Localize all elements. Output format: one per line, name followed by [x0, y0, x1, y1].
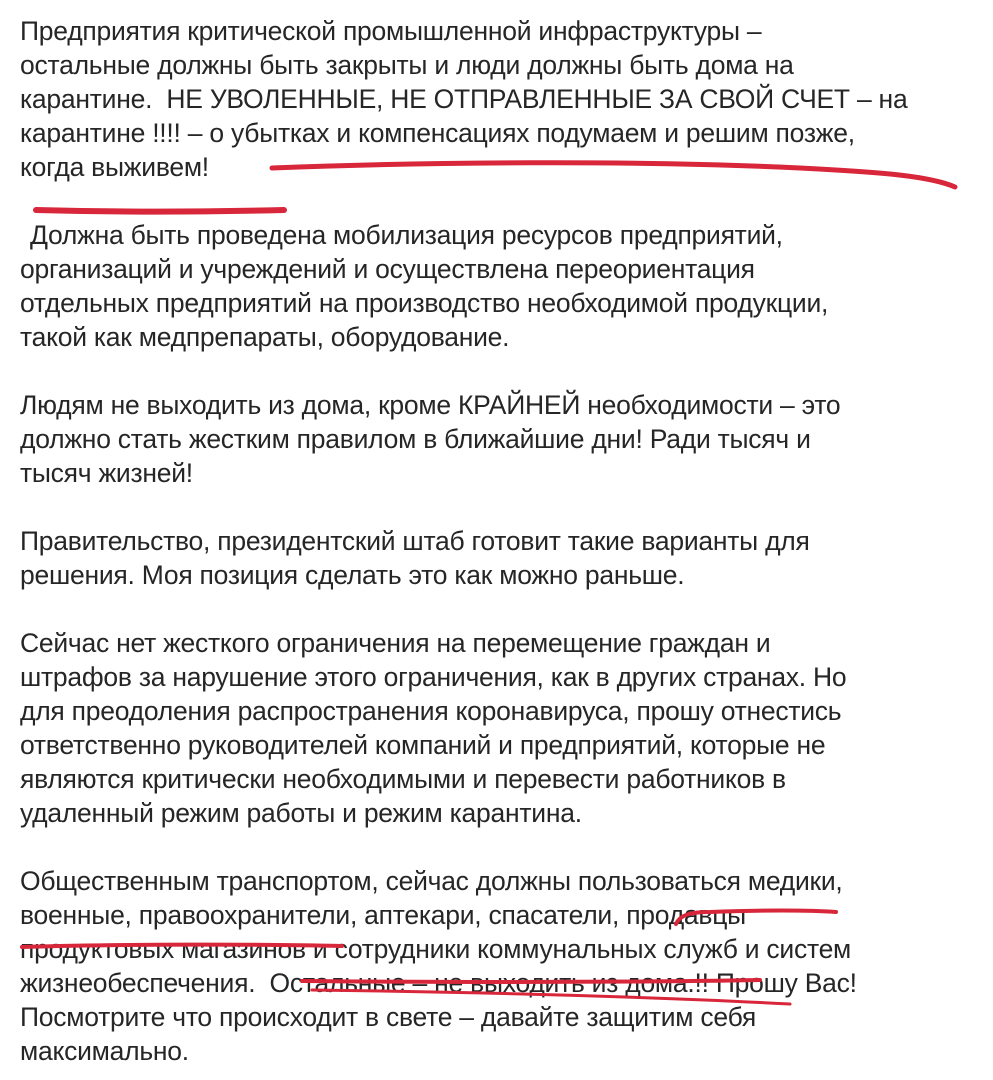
- paragraph-6: [20, 864, 975, 1068]
- text-line: карантине !!!! – о убытках и компенсациях подумаем и решим позже,: [20, 118, 855, 148]
- paragraph-2: [20, 218, 975, 252]
- text-line: когда выживем!: [20, 152, 209, 182]
- paragraph-spacer: [20, 490, 975, 524]
- paragraph-spacer: [20, 354, 975, 388]
- text-line: Людям не выходить из дома, кроме КРАЙНЕЙ необходимости – это: [20, 390, 841, 420]
- text-line: карантине. НЕ УВОЛЕННЫЕ, НЕ ОТПРАВЛЕННЫЕ ЗА СВОЙ СЧЕТ – на: [20, 84, 908, 114]
- text-line: Сейчас нет жесткого ограничения на перемещение граждан и: [20, 628, 771, 658]
- text-line: удаленный режим работы и режим карантина.: [20, 798, 582, 828]
- paragraph-4: [20, 524, 975, 592]
- text-line: Общественным транспортом, сейчас должны пользоваться медики,: [20, 866, 843, 896]
- text-line: должно стать жестким правилом в ближайшие дни! Ради тысяч и: [20, 424, 811, 454]
- text-line: Правительство, президентский штаб готовит такие варианты для: [20, 526, 810, 556]
- text-line: продуктовых магазинов и сотрудники коммунальных служб и систем: [20, 934, 852, 964]
- text-line: военные, правоохранители, аптекари, спасатели, продавцы: [20, 900, 746, 930]
- text-line: Должна быть проведена мобилизация ресурсов предприятий,: [30, 220, 783, 250]
- text-line: Посмотрите что происходит в свете – давайте защитим себя: [20, 1002, 757, 1032]
- text-line: тысяч жизней!: [20, 458, 193, 488]
- text-line: жизнеобеспечения. Остальные – не выходить из дома.!! Прошу Вас!: [20, 968, 857, 998]
- text-line: такой как медпрепараты, оборудование.: [20, 322, 510, 352]
- document-text: [20, 14, 975, 1068]
- text-line: штрафов за нарушение этого ограничения, как в других странах. Но: [20, 662, 847, 692]
- text-line: организаций и учреждений и осуществлена переориентация: [20, 254, 755, 284]
- paragraph-1: [20, 14, 975, 184]
- text-line: отдельных предприятий на производство необходимой продукции,: [20, 288, 829, 318]
- text-line: Предприятия критической промышленной инфраструктуры –: [20, 16, 762, 46]
- text-line: являются критически необходимыми и перевести работников в: [20, 764, 786, 794]
- text-line: для преодоления распространения коронавируса, прошу отнестись: [20, 696, 842, 726]
- text-line: остальные должны быть закрыты и люди должны быть дома на: [20, 50, 794, 80]
- paragraph-5: [20, 626, 975, 830]
- text-line: максимально.: [20, 1036, 189, 1066]
- paragraph-spacer: [20, 830, 975, 864]
- text-line: ответственно руководителей компаний и предприятий, которые не: [20, 730, 826, 760]
- paragraph-2-continued: [20, 252, 975, 354]
- paragraph-3: [20, 388, 975, 490]
- text-line: решения. Моя позиция сделать это как можно раньше.: [20, 560, 685, 590]
- paragraph-spacer: [20, 592, 975, 626]
- paragraph-spacer: [20, 184, 975, 218]
